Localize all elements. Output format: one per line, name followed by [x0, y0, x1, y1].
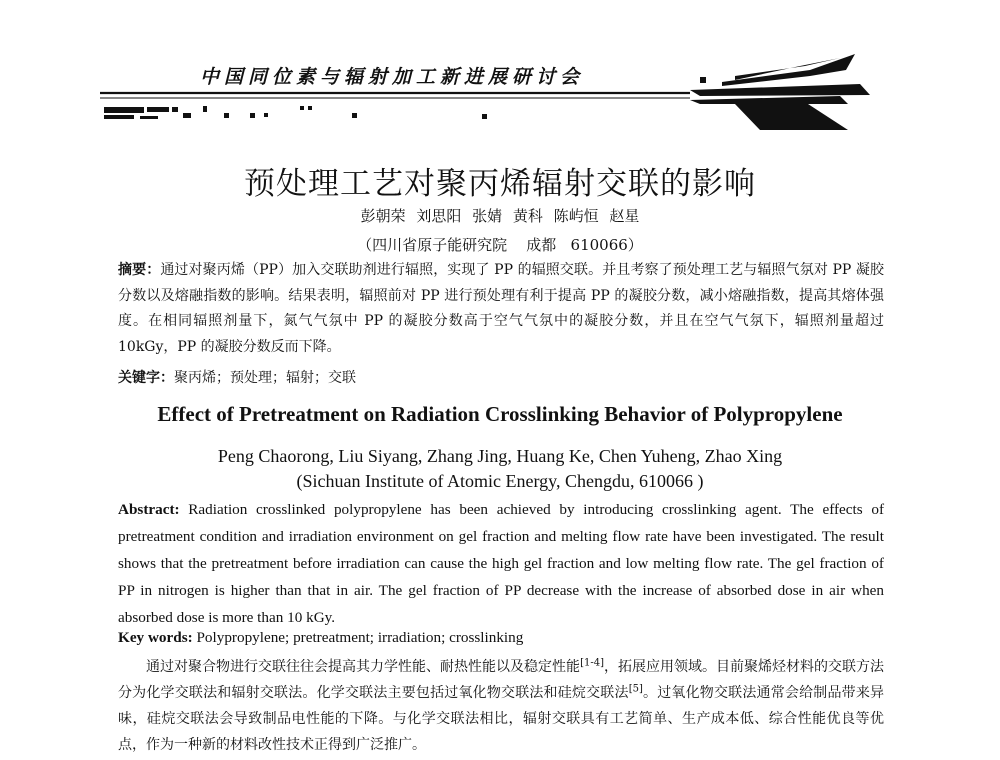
paper-title-cn: 预处理工艺对聚丙烯辐射交联的影响 — [244, 166, 756, 202]
authors-en: Peng Chaorong, Liu Siyang, Zhang Jing, Huang Ke, Chen Yuheng, Zhao Xing — [217, 446, 783, 466]
abstract-cn-label: 摘要： — [118, 262, 161, 278]
abstract-cn — [118, 258, 884, 360]
header-rule — [100, 93, 690, 98]
body-text-segment: 。过氧化物交联法通常会给制品带来异味，硅烷交联法会导致制品电性能的下降。与化学交联法相比，辐射交联具有工艺简单、生产成本低、综合性能优良等优点，作为一种新的材料改性技术正得到广泛推广。 — [118, 685, 885, 753]
affiliation-en: (Sichuan Institute of Atomic Energy, Chengdu, 610066 ) — [296, 471, 704, 491]
citation-ref: [1-4] — [580, 657, 604, 669]
body-text — [118, 654, 884, 758]
authors-cn: 彭朝荣 刘思阳 张婧 黄科 陈屿恒 赵星 — [360, 207, 640, 225]
conference-header: 中国同位素与辐射加工新进展研讨会 — [200, 66, 585, 88]
body-text-segment: ，拓展应用领域。目前聚烯烃材料的交联方法分为化学交联法和辐射交联法。化学交联法主要包括过氧化物交联法和硅烷交联法 — [118, 659, 885, 701]
header-swoosh — [690, 54, 870, 130]
keywords-cn-label: 关键字： — [118, 370, 174, 386]
keywords-cn-text: 聚丙烯；预处理；辐射；交联 — [174, 370, 356, 386]
keywords-cn — [118, 367, 884, 389]
abstract-cn-text: 通过对聚丙烯（PP）加入交联助剂进行辐照，实现了 PP 的辐照交联。并且考察了预处理工艺与辐照气氛对 PP 凝胶分数以及熔融指数的影响。结果表明，辐照前对 PP 进行预处理有利于提高 PP 的凝胶分数，减小熔融指数，提高其熔体强度。在相同辐照剂量下，氮气气氛中 PP 的凝胶分数高于空气气氛中的凝胶分数，并且在空气气氛下，辐照剂量超过 10kGy，PP 的凝胶分数反而下降。 — [118, 262, 884, 355]
keywords-en — [118, 629, 884, 647]
citation-ref: [5] — [628, 683, 643, 695]
abstract-en-text: Radiation crosslinked polypropylene has been achieved by introducing crosslinking agent. The effects of pretreatment condition and irradiation environment on gel fraction and melting flow rate have been investigated. The result shows that the pretreatment before irradiation can cause the high gel fraction and low melting flow rate. The gel fraction of PP in nitrogen is higher than that in air. The gel fraction of PP decrease with the increase of absorbed dose in air when absorbed dose is more than 10 kGy. — [118, 501, 885, 626]
affiliation-cn: （四川省原子能研究院 成都 610066） — [357, 236, 643, 254]
paper-title-en: Effect of Pretreatment on Radiation Crosslinking Behavior of Polypropylene — [157, 402, 843, 426]
abstract-en-label: Abstract: — [118, 501, 180, 518]
keywords-en-label: Key words: — [118, 629, 193, 646]
body-text-segment: 通过对聚合物进行交联往往会提高其力学性能、耐热性能以及稳定性能 — [146, 659, 581, 675]
body-paragraph — [118, 654, 884, 758]
keywords-en-text: Polypropylene; pretreatment; irradiation; crosslinking — [196, 629, 524, 646]
abstract-en — [118, 496, 884, 631]
